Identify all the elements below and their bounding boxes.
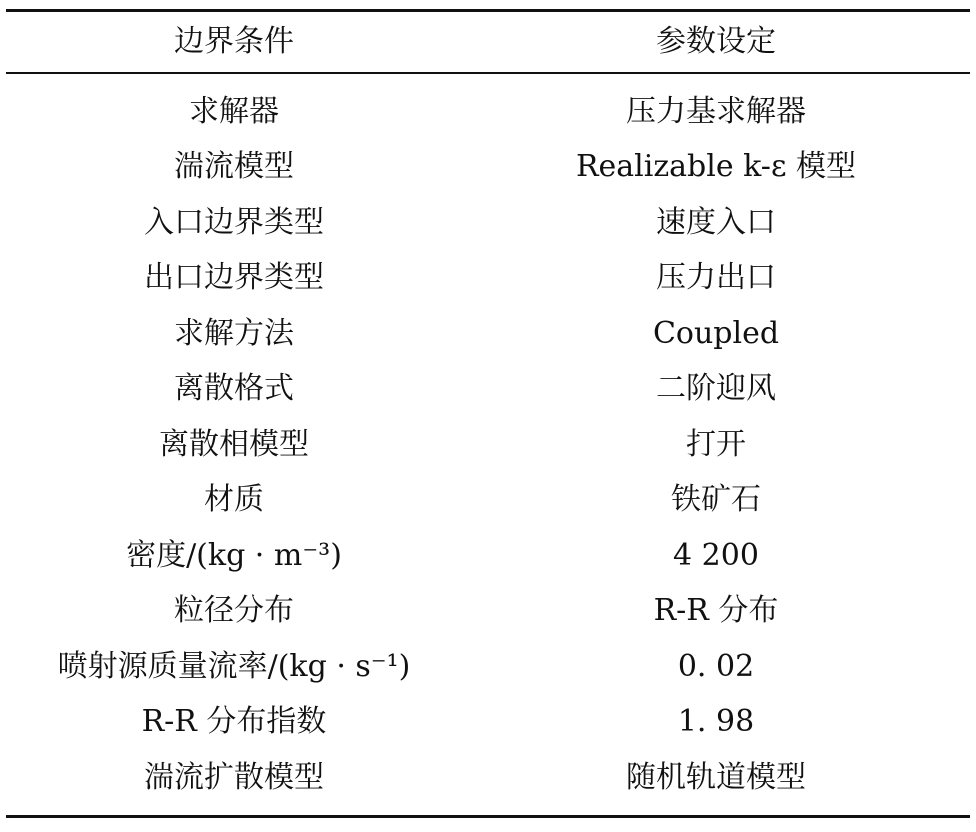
table-header — [6, 14, 970, 70]
table-row — [6, 528, 970, 584]
setting-cell: 打开 — [686, 426, 746, 462]
table-row — [6, 473, 970, 529]
setting-cell: 4 200 — [673, 537, 759, 573]
condition-cell: 材质 — [204, 482, 264, 518]
table-row — [6, 362, 970, 418]
setting-cell: 0. 02 — [677, 648, 755, 684]
table-row — [6, 584, 970, 640]
table-header-rule — [6, 72, 970, 74]
setting-cell: 随机轨道模型 — [626, 759, 806, 795]
setting-cell: Realizable k-ε 模型 — [575, 149, 857, 185]
table-row — [6, 639, 970, 695]
condition-cell: R-R 分布指数 — [141, 704, 327, 740]
table-body — [0, 84, 976, 806]
condition-cell: 求解器 — [189, 93, 279, 129]
setting-cell: 速度入口 — [656, 204, 776, 240]
table-row — [6, 140, 970, 196]
table-bottom-rule — [6, 815, 970, 818]
condition-cell: 离散格式 — [174, 371, 294, 407]
header-boundary-condition: 边界条件 — [174, 24, 294, 59]
condition-cell: 湍流扩散模型 — [144, 759, 324, 795]
table-row — [6, 195, 970, 251]
condition-cell: 喷射源质量流率/(kg · s⁻¹) — [57, 648, 411, 684]
setting-cell: 压力出口 — [656, 260, 776, 296]
setting-cell: 铁矿石 — [671, 482, 761, 518]
setting-cell: R-R 分布 — [653, 593, 779, 629]
table-row — [6, 251, 970, 307]
header-parameter-setting: 参数设定 — [656, 24, 776, 59]
condition-cell: 出口边界类型 — [144, 260, 324, 296]
condition-cell: 湍流模型 — [174, 149, 294, 185]
table-row — [6, 750, 970, 806]
setting-cell: 压力基求解器 — [626, 93, 806, 129]
table-row — [6, 84, 970, 140]
setting-cell: 1. 98 — [677, 704, 755, 740]
condition-cell: 入口边界类型 — [144, 204, 324, 240]
condition-cell: 粒径分布 — [174, 593, 294, 629]
setting-cell: Coupled — [652, 315, 780, 351]
table-row — [6, 417, 970, 473]
setting-cell: 二阶迎风 — [656, 371, 776, 407]
condition-cell: 离散相模型 — [159, 426, 309, 462]
condition-cell: 密度/(kg · m⁻³) — [126, 537, 342, 573]
table-row — [6, 306, 970, 362]
condition-cell: 求解方法 — [174, 315, 294, 351]
table-row — [6, 695, 970, 751]
table-top-rule — [6, 9, 970, 12]
